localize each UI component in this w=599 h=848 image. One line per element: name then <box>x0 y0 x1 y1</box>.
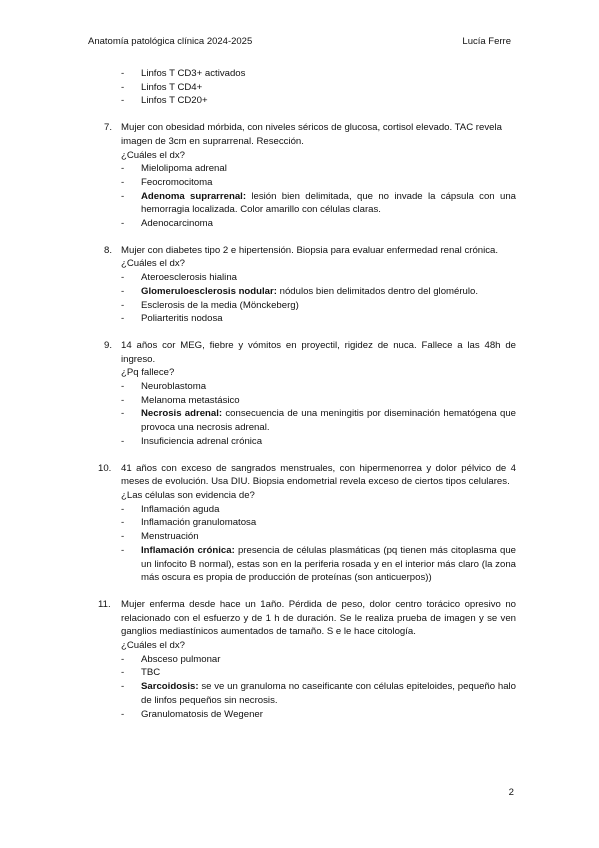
question-prompt: ¿Pq fallece? <box>121 367 175 379</box>
answer-option <box>121 530 516 544</box>
answer-option <box>121 271 516 285</box>
answer-option-text: Adenocarcinoma <box>141 218 213 230</box>
page-header <box>88 36 511 50</box>
question-prompt: ¿Las células son evidencia de? <box>121 489 255 501</box>
answer-option <box>121 544 516 585</box>
answer-option-text: Inflamación granulomatosa <box>141 517 257 529</box>
answer-option <box>121 217 516 231</box>
answer-option-text: Absceso pulmonar <box>141 653 221 665</box>
question-prompt: ¿Cuáles el dx? <box>121 258 185 270</box>
answer-option-highlight: Glomeruloesclerosis nodular: <box>141 285 277 297</box>
question-item <box>86 598 516 721</box>
question-stem: Mujer con obesidad mórbida, con niveles séricos de glucosa, cortisol elevado. TAC revela imagen de 3cm en suprarrenal. Resección. <box>121 122 502 147</box>
answer-option-text: Melanoma metastásico <box>141 394 240 406</box>
question-stem: Mujer enferma desde hace un 1año. Pérdida de peso, dolor centro torácico opresivo no relacionado con el esfuerzo y de 1 h de duración. Se le realiza prueba de imagen y se ven ganglios mediastínicos aumentados de tamaño. S e le hace citología. <box>121 598 516 638</box>
answer-option <box>121 666 516 680</box>
question-item <box>86 121 516 231</box>
answer-option-text: Granulomatosis de Wegener <box>141 708 263 720</box>
question-prompt: ¿Cuáles el dx? <box>121 149 185 161</box>
answer-option-text: Feocromocitoma <box>141 176 213 188</box>
page-content <box>86 67 516 721</box>
answer-option-highlight: Necrosis adrenal: <box>141 408 223 420</box>
answer-option <box>121 162 516 176</box>
answer-option <box>121 680 516 707</box>
answer-option <box>121 407 516 434</box>
top-options-list <box>86 67 516 108</box>
question-stem: 41 años con exceso de sangrados menstruales, con hipermenorrea y dolor pélvico de 4 meses de evolución. Usa DIU. Biopsia endometrial revela exceso de ciertos tipos celulares. <box>121 462 516 488</box>
answer-option <box>121 380 516 394</box>
answer-option-text: presencia de células plasmáticas (pq tienen más citoplasma que un linfocito B normal), estas son en la periferia rosada y en el interior más claro (la zona más oscura es propia de producción de proteínas (son anticuerpos)) <box>141 544 516 584</box>
answer-option <box>121 299 516 313</box>
list-item: - Linfos T CD4+ <box>121 81 516 95</box>
answer-option <box>121 435 516 449</box>
answer-option-text: Menstruación <box>141 531 199 543</box>
question-item <box>86 339 516 449</box>
answer-option-text: Esclerosis de la media (Mönckeberg) <box>141 299 299 311</box>
answer-option <box>121 653 516 667</box>
question-item <box>86 244 516 326</box>
answer-option-highlight: Inflamación crónica: <box>141 544 235 556</box>
question-number: 9. <box>104 339 113 351</box>
list-item: - Linfos T CD20+ <box>121 94 516 108</box>
answer-option-text: Neuroblastoma <box>141 381 207 393</box>
answer-option-text: Inflamación aguda <box>141 503 220 515</box>
answer-option-text: se ve un granuloma no caseificante con células epiteloides, pequeño halo de linfos pequeños sin necrosis. <box>141 681 516 706</box>
answer-option <box>121 394 516 408</box>
answer-option <box>121 516 516 530</box>
answer-option <box>121 190 516 217</box>
answer-option-highlight: Adenoma suprarrenal: <box>141 190 247 202</box>
answer-option-text: consecuencia de una meningitis por diseminación hematógena que provoca una necrosis adrenal. <box>141 408 516 434</box>
answer-option-text: Mielolipoma adrenal <box>141 163 227 175</box>
answer-option-text: Poliarteritis nodosa <box>141 313 223 325</box>
answer-option-text: Insuficiencia adrenal crónica <box>141 435 263 447</box>
question-prompt: ¿Cuáles el dx? <box>121 640 185 652</box>
answer-option <box>121 312 516 326</box>
question-item <box>86 462 516 585</box>
questions-list <box>86 121 516 721</box>
answer-option-text: Ateroesclerosis hialina <box>141 272 237 284</box>
page-number: 2 <box>508 787 514 798</box>
question-number: 10. <box>98 462 112 474</box>
header-title: Anatomía patológica clínica 2024-2025 <box>88 36 253 47</box>
answer-option-highlight: Sarcoidosis: <box>141 681 199 693</box>
question-number: 7. <box>104 122 113 134</box>
header-author: Lucía Ferre <box>462 36 511 47</box>
question-stem: 14 años cor MEG, fiebre y vómitos en proyectil, rigidez de nuca. Fallece a las 48h de ingreso. <box>121 339 516 365</box>
question-stem: Mujer con diabetes tipo 2 e hipertensión. Biopsia para evaluar enfermedad renal crónica. <box>121 244 499 256</box>
answer-option-text: nódulos bien delimitados dentro del glomérulo. <box>276 285 479 297</box>
answer-option <box>121 176 516 190</box>
answer-option <box>121 285 516 299</box>
question-number: 8. <box>104 244 113 256</box>
answer-option-text: TBC <box>141 667 161 679</box>
list-item: - Linfos T CD3+ activados <box>121 67 516 81</box>
answer-option <box>121 708 516 722</box>
answer-option-text: lesión bien delimitada, que no invade la cápsula con una hemorragia localizada. Color amarillo con células claras. <box>141 190 516 216</box>
answer-option <box>121 503 516 517</box>
question-number: 11. <box>98 598 111 610</box>
